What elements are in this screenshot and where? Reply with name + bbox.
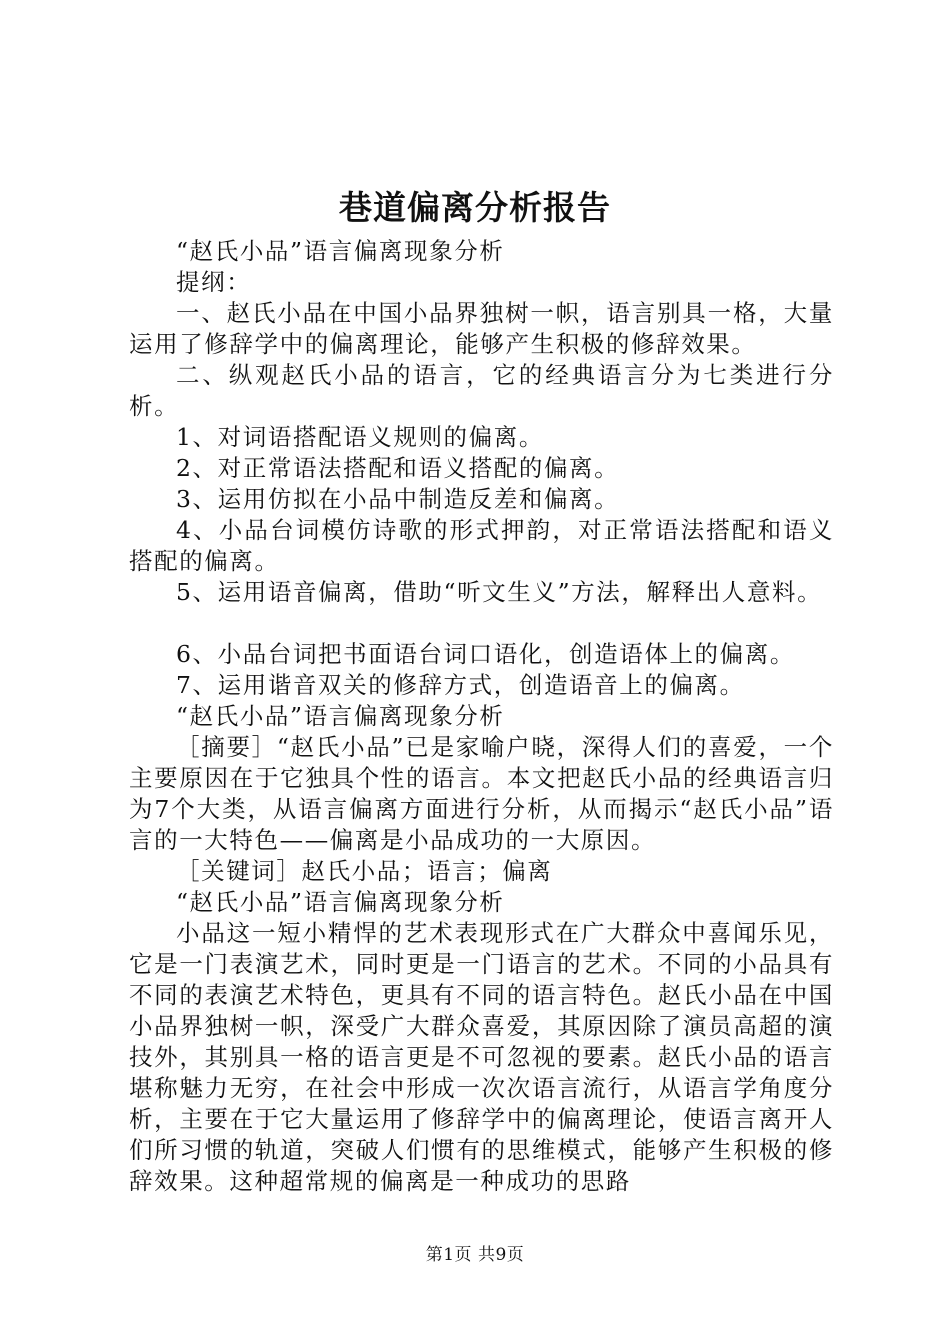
list-item-5: 5、运用语音偏离，借助“听文生义”方法，解释出人意料。 [176,578,823,606]
paragraph-body: 小品这一短小精悍的艺术表现形式在广大群众中喜闻乐见，它是一门表演艺术，同时更是一门语言的艺术。不同的小品具有不同的表演艺术特色，更具有不同的语言特色。赵氏小品在中国小品界独树一帜，深受广大群众喜爱，其原因除了演员高超的演技外，其别具一格的语言更是不可忽视的要素。赵氏小品的语言堪称魅力无穷，在社会中形成一次次语言流行，从语言学角度分析，主要在于它大量运用了修辞学中的偏离理论，使语言离开人们所习惯的轨道，突破人们惯有的思维模式，能够产生积极的修辞效果。这种超常规的偏离是一种成功的思路 [129,919,834,1195]
document-body [129,236,834,1197]
paragraph-outline-1: 一、赵氏小品在中国小品界独树一帜，语言别具一格，大量运用了修辞学中的偏离理论，能够产生积极的修辞效果。 [129,299,834,358]
list-item-6: 6、小品台词把书面语台词口语化，创造语体上的偏离。 [176,640,795,668]
paragraph-outline-2: 二、纵观赵氏小品的语言，它的经典语言分为七类进行分析。 [129,361,834,420]
paragraph-outline-heading: 提纲： [176,268,252,296]
list-item-1: 1、对词语搭配语义规则的偏离。 [176,423,544,451]
paragraph-subtitle-2: “赵氏小品”语言偏离现象分析 [176,702,505,730]
list-item-3: 3、运用仿拟在小品中制造反差和偏离。 [176,485,620,513]
paragraph-subtitle: “赵氏小品”语言偏离现象分析 [176,237,505,265]
paragraph-subtitle-3: “赵氏小品”语言偏离现象分析 [176,888,505,916]
paragraph-abstract: ［摘要］“赵氏小品”已是家喻户晓，深得人们的喜爱，一个主要原因在于它独具个性的语言。本文把赵氏小品的经典语言归为7个大类，从语言偏离方面进行分析，从而揭示“赵氏小品”语言的一大特色——偏离是小品成功的一大原因。 [129,733,834,854]
paragraph-keywords: ［关键词］赵氏小品；语言；偏离 [176,857,553,885]
page-number-footer: 第1页 共9页 [425,1245,525,1265]
page-title: 巷道偏离分析报告 [339,188,611,227]
paragraph-gap [129,608,834,639]
list-item-2: 2、对正常语法搭配和语义搭配的偏离。 [176,454,620,482]
list-item-7: 7、运用谐音双关的修辞方式，创造语音上的偏离。 [176,671,745,699]
list-item-4: 4、小品台词模仿诗歌的形式押韵，对正常语法搭配和语义搭配的偏离。 [129,516,834,575]
